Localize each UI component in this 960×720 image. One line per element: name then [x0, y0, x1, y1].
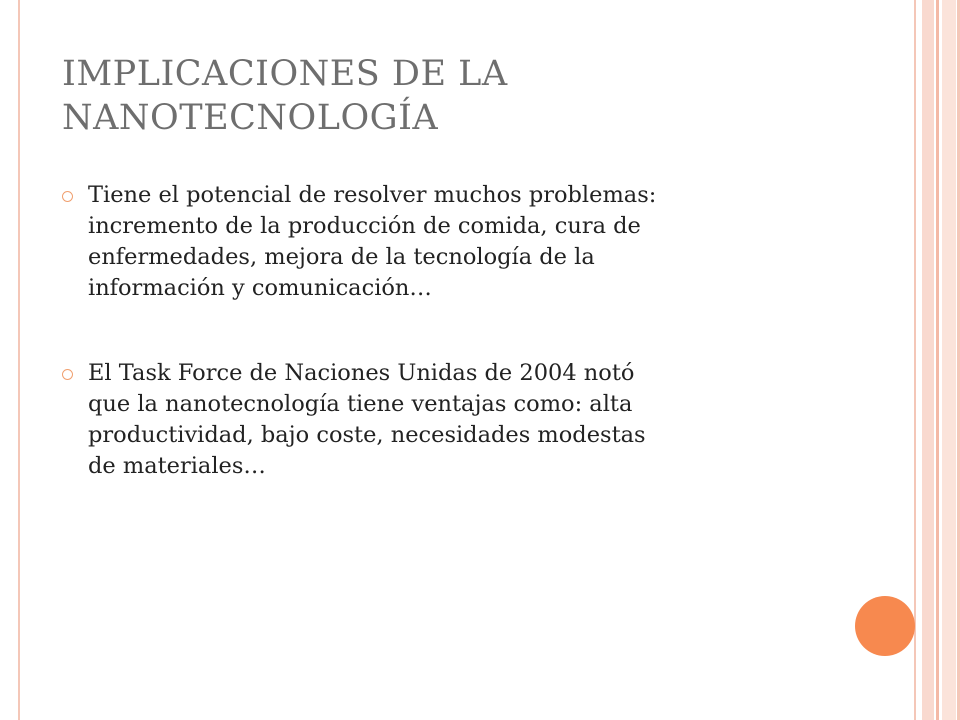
bullet-line: información y comunicación… [88, 275, 432, 301]
bullet-line: enfermedades, mejora de la tecnología de la [88, 244, 595, 270]
bullet-item [62, 180, 852, 304]
stripe [942, 0, 956, 720]
title-line: IMPLICACIONES DE LA [62, 54, 508, 94]
bullet-line: Tiene el potencial de resolver muchos problemas: [88, 182, 657, 208]
right-decorative-stripes [914, 0, 960, 720]
bullet-line: que la nanotecnología tiene ventajas como: alta [88, 391, 633, 417]
bullet-line: de materiales… [88, 453, 266, 479]
bullet-circle-icon [62, 191, 73, 202]
title-line: NANOTECNOLOGÍA [62, 98, 439, 138]
stripe [922, 0, 934, 720]
decorative-circle [855, 596, 915, 656]
stripe [914, 0, 916, 720]
bullet-circle-icon [62, 369, 73, 380]
bullet-line: incremento de la producción de comida, cura de [88, 213, 641, 239]
bullet-list [62, 180, 852, 536]
left-border-line [18, 0, 20, 720]
bullet-line: productividad, bajo coste, necesidades modestas [88, 422, 646, 448]
bullet-item [62, 358, 852, 482]
bullet-line: El Task Force de Naciones Unidas de 2004 notó [88, 360, 635, 386]
slide-title [62, 52, 822, 140]
stripe [936, 0, 939, 720]
